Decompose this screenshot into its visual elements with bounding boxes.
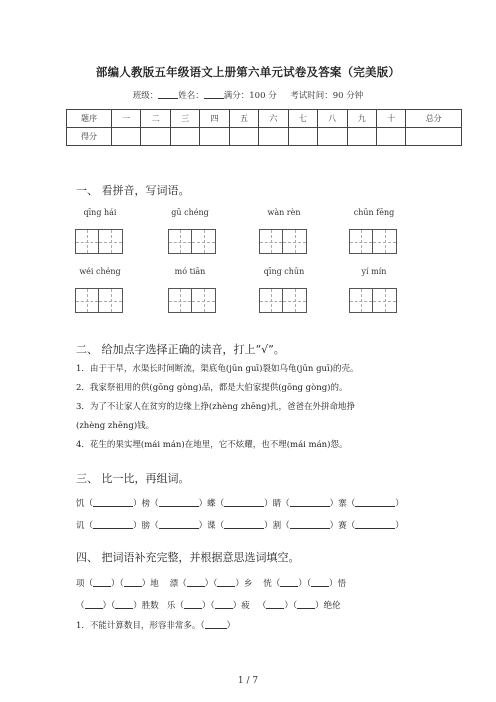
name-blank bbox=[204, 90, 224, 99]
score-table bbox=[66, 109, 462, 146]
text-fragment: 乐（ bbox=[166, 601, 184, 611]
table-cell: 总分 bbox=[406, 110, 462, 128]
text-fragment: ）（ bbox=[201, 601, 215, 611]
answer-blank[interactable] bbox=[93, 520, 133, 529]
pinyin-label: mó tiān bbox=[174, 267, 206, 276]
question-line: (zhèng zhēng)钱。 bbox=[76, 421, 155, 431]
table-cell: 四 bbox=[200, 110, 229, 128]
table-cell: 题序 bbox=[67, 110, 112, 128]
text-fragment: ）地 bbox=[141, 579, 159, 589]
answer-blank[interactable] bbox=[124, 578, 142, 587]
text-fragment: ）（ bbox=[111, 579, 124, 589]
text-fragment: ）胜数 bbox=[133, 601, 159, 611]
class-label: 班级： bbox=[132, 91, 159, 101]
answer-blank[interactable] bbox=[290, 520, 330, 529]
question-line: 3．为了不让家人在贫穷的边缘上挣(zhèng zhēng)扎，爸爸在外拼命地挣 bbox=[76, 402, 356, 412]
answer-blank[interactable] bbox=[290, 498, 330, 507]
writing-grid[interactable] bbox=[349, 229, 397, 254]
table-cell: 九 bbox=[347, 110, 376, 128]
score-cell[interactable] bbox=[406, 128, 462, 146]
text-fragment: 恍（ bbox=[263, 579, 281, 589]
answer-blank[interactable] bbox=[187, 578, 205, 587]
section1-heading: 一、 看拼音，写词语。 bbox=[76, 184, 190, 197]
pinyin-label: qīng chūn bbox=[263, 267, 305, 276]
question-line: 4．花生的果实埋(mái mán)在地里，它不炫耀，也不埋(mái mán)怨。 bbox=[76, 440, 348, 450]
text-fragment: ）（ bbox=[204, 579, 218, 589]
writing-grid[interactable] bbox=[259, 288, 307, 313]
score-cell[interactable] bbox=[318, 128, 347, 146]
answer-blank[interactable] bbox=[266, 600, 284, 609]
answer-blank[interactable] bbox=[224, 520, 264, 529]
text-fragment: ）乡 bbox=[235, 579, 253, 589]
score-cell[interactable] bbox=[288, 128, 317, 146]
char: 寨 bbox=[338, 499, 347, 509]
section3-heading: 三、 比一比，再组词。 bbox=[76, 472, 190, 485]
question-line: 1．由于干旱，水渠长时间断流，渠底龟(jūn guī)裂如乌龟(jūn guī)的壳。 bbox=[76, 364, 359, 374]
text-fragment: ） bbox=[226, 621, 236, 631]
answer-blank[interactable] bbox=[280, 578, 298, 587]
table-cell: 八 bbox=[318, 110, 347, 128]
pinyin-label: gū chéng bbox=[171, 208, 209, 217]
char: 睛 bbox=[272, 499, 282, 509]
question-line bbox=[76, 619, 235, 631]
exam-info bbox=[0, 89, 496, 101]
text-fragment: 漂（ bbox=[169, 579, 187, 589]
answer-blank[interactable] bbox=[355, 498, 395, 507]
text-fragment: ）（ bbox=[298, 579, 311, 589]
score-cell[interactable] bbox=[170, 128, 199, 146]
answer-blank[interactable] bbox=[115, 600, 133, 609]
question-text: 1．不能计算数目，形容非常多。（ bbox=[76, 621, 205, 631]
char: 榜 bbox=[141, 499, 151, 509]
pinyin-label: qīng hái bbox=[83, 208, 117, 217]
table-cell: 三 bbox=[170, 110, 199, 128]
char: 膀 bbox=[141, 521, 151, 531]
score-table-header-row bbox=[67, 110, 462, 128]
score-cell[interactable] bbox=[112, 128, 141, 146]
text-fragment: ）（ bbox=[284, 601, 298, 611]
answer-blank[interactable] bbox=[159, 520, 199, 529]
score-cell[interactable] bbox=[347, 128, 376, 146]
text-fragment: （ bbox=[76, 601, 85, 611]
time-label: 考试时间：90 分钟 bbox=[290, 91, 364, 101]
char: 赛 bbox=[338, 521, 347, 531]
text-fragment: ）疲 bbox=[232, 601, 250, 611]
answer-blank[interactable] bbox=[297, 600, 315, 609]
class-blank bbox=[158, 90, 178, 99]
answer-blank[interactable] bbox=[311, 578, 329, 587]
answer-blank[interactable] bbox=[85, 600, 103, 609]
score-table-score-row bbox=[67, 128, 462, 146]
table-cell: 六 bbox=[259, 110, 288, 128]
score-cell[interactable] bbox=[229, 128, 258, 146]
answer-blank[interactable] bbox=[205, 620, 227, 629]
text-fragment: ）悟 bbox=[329, 579, 347, 589]
pinyin-label: yí mín bbox=[361, 267, 387, 276]
pinyin-label: wàn rèn bbox=[267, 208, 301, 217]
fill-row-2 bbox=[76, 599, 341, 611]
name-label: 姓名： bbox=[178, 91, 204, 101]
answer-blank[interactable] bbox=[184, 600, 202, 609]
pinyin-label: chūn fēng bbox=[353, 208, 395, 217]
score-cell[interactable] bbox=[141, 128, 170, 146]
text-fragment: ）（ bbox=[102, 601, 116, 611]
answer-blank[interactable] bbox=[93, 578, 111, 587]
writing-grid[interactable] bbox=[168, 288, 216, 313]
question-line: 2．我家祭祖用的供(gōng gòng)品，都是大伯家提供(gōng gòng)的。 bbox=[76, 383, 348, 393]
writing-grid[interactable] bbox=[168, 229, 216, 254]
writing-grid[interactable] bbox=[75, 229, 123, 254]
table-cell: 五 bbox=[229, 110, 258, 128]
writing-grid[interactable] bbox=[349, 288, 397, 313]
char: 谍 bbox=[207, 521, 216, 531]
text-fragment: 项（ bbox=[76, 579, 94, 589]
table-cell: 二 bbox=[141, 110, 170, 128]
char: 饥 bbox=[76, 499, 85, 509]
table-cell: 一 bbox=[112, 110, 141, 128]
table-cell: 七 bbox=[288, 110, 317, 128]
text-fragment: （ bbox=[257, 601, 267, 611]
answer-blank[interactable] bbox=[215, 600, 233, 609]
fill-row-1 bbox=[76, 577, 346, 589]
section2-heading: 二、 给加点字选择正确的读音，打上“√”。 bbox=[76, 343, 285, 356]
answer-blank[interactable] bbox=[355, 520, 395, 529]
answer-blank[interactable] bbox=[224, 498, 264, 507]
writing-grid[interactable] bbox=[75, 288, 123, 313]
score-cell[interactable] bbox=[376, 128, 405, 146]
section4-heading: 四、 把词语补充完整，并根据意思选词填空。 bbox=[76, 551, 300, 564]
table-cell: 得分 bbox=[67, 128, 112, 146]
char: 割 bbox=[272, 521, 282, 531]
char: 蝶 bbox=[207, 499, 216, 509]
writing-grid[interactable] bbox=[259, 229, 307, 254]
page-title: 部编人教版五年级语文上册第六单元试卷及答案（完美版） bbox=[95, 65, 401, 79]
char: 讥 bbox=[76, 521, 85, 531]
answer-blank[interactable] bbox=[93, 498, 133, 507]
pinyin-label: wéi chéng bbox=[79, 267, 121, 276]
answer-blank[interactable] bbox=[217, 578, 235, 587]
answer-blank[interactable] bbox=[159, 498, 199, 507]
text-fragment: ）绝伦 bbox=[315, 601, 341, 611]
compare-row-2: 讥（ ）膀（ ）谍（ ）割（ ）赛（ ） bbox=[76, 521, 404, 531]
score-cell[interactable] bbox=[200, 128, 229, 146]
compare-row-1: 饥（ ）榜（ ）蝶（ ）睛（ ）寨（ ） bbox=[76, 499, 404, 509]
table-cell: 十 bbox=[376, 110, 405, 128]
score-label: 满分：100 分 bbox=[223, 91, 277, 101]
score-cell[interactable] bbox=[259, 128, 288, 146]
page-number: 1 / 7 bbox=[237, 676, 259, 686]
